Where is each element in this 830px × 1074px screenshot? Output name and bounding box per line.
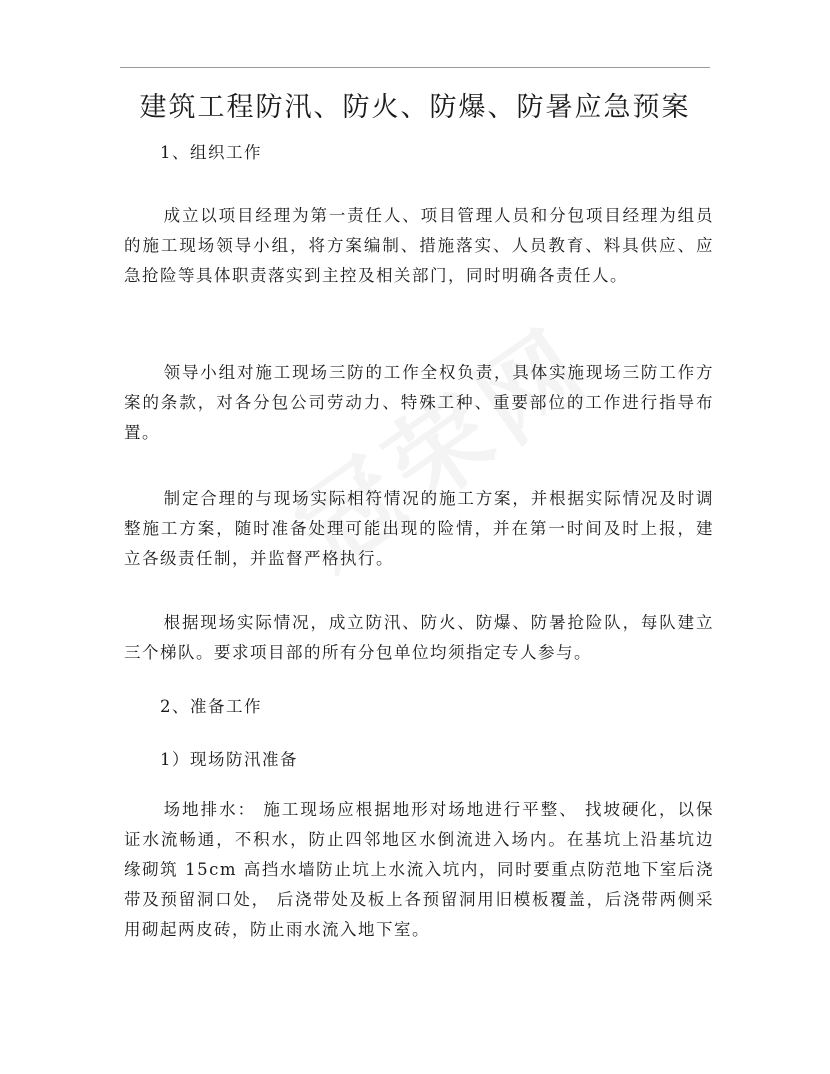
- document-title: 建筑工程防汛、防火、防爆、防暑应急预案: [139, 92, 691, 123]
- subsection-1-heading: 1）现场防汛准备: [160, 750, 298, 769]
- paragraph-2: 领导小组对施工现场三防的工作全权负责，具体实施现场三防工作方案的条款，对各分包公司劳动力、特殊工种、重要部位的工作进行指导布置。: [124, 363, 714, 442]
- section-1-heading: 1、组织工作: [160, 143, 262, 162]
- paragraph-4: 根据现场实际情况，成立防汛、防火、防爆、防暑抢险队，每队建立三个梯队。要求项目部的所有分包单位均须指定专人参与。: [124, 613, 714, 662]
- paragraph-5: 场地排水： 施工现场应根据地形对场地进行平整、 找坡硬化，以保证水流畅通，不积水，防止四邻地区水倒流进入场内。在基坑上沿基坑边缘砌筑 15cm 高挡水墙防止坑上水流入坑内，同时要重点防范地下室后浇带及预留洞口处， 后浇带处及板上各预留洞用旧模板覆盖，后浇带两侧采用砌起两皮砖，防止雨水流入地下室。: [124, 800, 714, 939]
- paragraph-3: 制定合理的与现场实际相符情况的施工方案，并根据实际情况及时调整施工方案，随时准备处理可能出现的险情，并在第一时间及时上报，建立各级责任制，并监督严格执行。: [124, 489, 714, 568]
- header-rule: [120, 67, 710, 68]
- section-2-heading: 2、准备工作: [160, 697, 262, 716]
- paragraph-1: 成立以项目经理为第一责任人、项目管理人员和分包项目经理为组员的施工现场领导小组，将方案编制、措施落实、人员教育、料具供应、应急抢险等具体职责落实到主控及相关部门，同时明确各责任人。: [124, 206, 714, 285]
